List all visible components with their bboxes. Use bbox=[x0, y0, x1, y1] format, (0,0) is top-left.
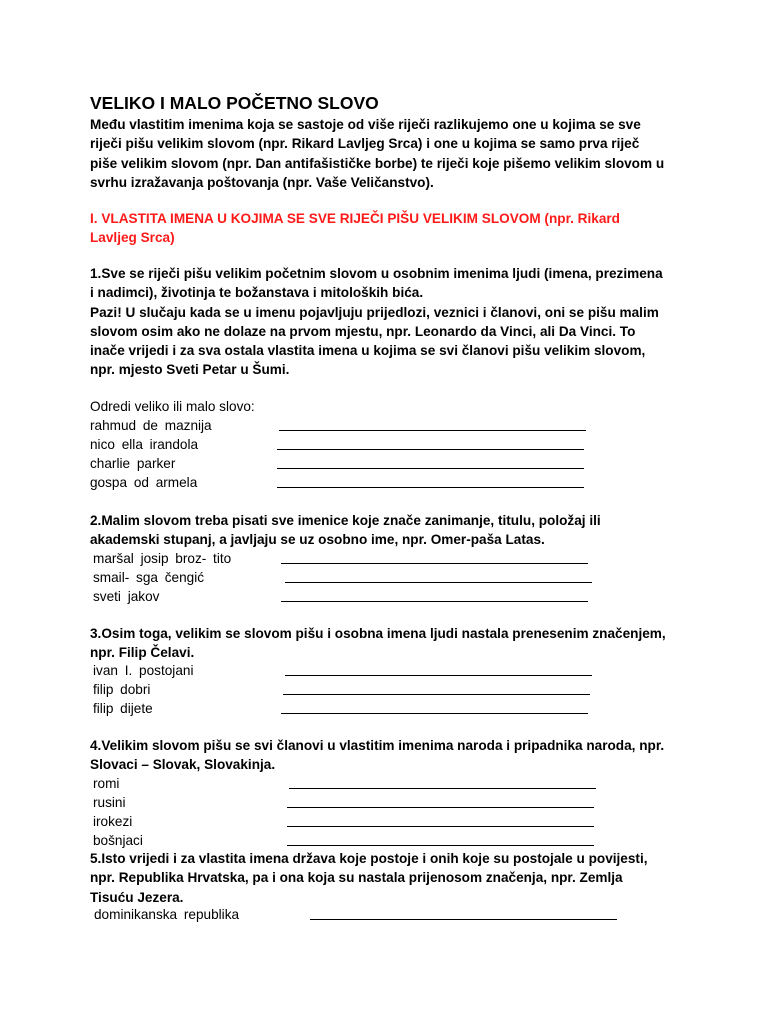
rule-1 bbox=[90, 264, 690, 380]
rule-line: npr. mjesto Sveti Petar u Šumi. bbox=[90, 362, 290, 378]
exercise-instruction: Odredi veliko ili malo slovo: bbox=[90, 399, 255, 414]
rule-line: 1.Sve se riječi pišu velikim početnim slovom u osobnim imenima ljudi (imena, prezimena bbox=[90, 266, 663, 281]
exercise-row bbox=[93, 812, 653, 831]
answer-line[interactable] bbox=[281, 601, 588, 602]
answer-line[interactable] bbox=[287, 845, 594, 846]
section-heading bbox=[90, 209, 690, 248]
exercise-item: sveti jakov bbox=[93, 589, 160, 604]
rule-line: i nadimci), životinja te božanstava i mitoloških bića. bbox=[90, 285, 424, 301]
page-title: VELIKO I MALO POČETNO SLOVO bbox=[90, 93, 379, 113]
answer-line[interactable] bbox=[277, 449, 584, 450]
rule-line: Slovaci – Slovak, Slovakinja. bbox=[90, 757, 276, 773]
exercise-row bbox=[93, 549, 653, 568]
answer-line[interactable] bbox=[285, 675, 592, 676]
exercise-row bbox=[93, 699, 653, 718]
answer-line[interactable] bbox=[277, 468, 584, 469]
exercise-item: dominikanska republika bbox=[94, 907, 240, 922]
section-heading-line: I. VLASTITA IMENA U KOJIMA SE SVE RIJEČI PIŠU VELIKIM SLOVOM (npr. Rikard bbox=[90, 211, 620, 226]
rule-5 bbox=[90, 849, 690, 907]
exercise-row bbox=[93, 774, 653, 793]
answer-line[interactable] bbox=[285, 582, 592, 583]
rule-line: npr. Filip Čelavi. bbox=[90, 645, 195, 661]
exercise-row bbox=[90, 416, 650, 435]
answer-line[interactable] bbox=[289, 788, 596, 789]
exercise-row bbox=[93, 587, 653, 606]
rule-2 bbox=[90, 511, 690, 550]
answer-line[interactable] bbox=[281, 563, 588, 564]
rule-line: Pazi! U slučaju kada se u imenu pojavljuju prijedlozi, veznici i članovi, oni se pišu malim bbox=[90, 304, 659, 320]
exercise-row bbox=[93, 661, 653, 680]
answer-line[interactable] bbox=[279, 430, 586, 431]
answer-line[interactable] bbox=[287, 826, 594, 827]
intro-line: Među vlastitim imenima koja se sastoje od više riječi razlikujemo one u kojima se sve bbox=[90, 117, 641, 132]
answer-line[interactable] bbox=[287, 807, 594, 808]
rule-line: 3.Osim toga, velikim se slovom pišu i osobna imena ljudi nastala prenesenim značenjem, bbox=[90, 626, 666, 641]
exercise-row bbox=[93, 831, 653, 850]
rule-4 bbox=[90, 736, 690, 775]
exercise-item: nico ella irandola bbox=[90, 437, 199, 452]
exercise-row bbox=[93, 568, 653, 587]
exercise-item: charlie parker bbox=[90, 456, 176, 471]
exercise-row bbox=[90, 454, 650, 473]
answer-line[interactable] bbox=[310, 919, 617, 920]
exercise-row bbox=[90, 435, 650, 454]
rule-line: npr. Republika Hrvatska, pa i ona koja su nastala prijenosom značenja, npr. Zemlja bbox=[90, 870, 623, 886]
rule-line: akademski stupanj, a javljaju se uz osobno ime, npr. Omer-paša Latas. bbox=[90, 532, 545, 548]
intro-line: riječi pišu velikim slovom (npr. Rikard Lavljeg Srca) i one u kojima se samo prva riječ bbox=[90, 136, 640, 152]
exercise-row bbox=[93, 793, 653, 812]
exercise-item: irokezi bbox=[93, 814, 133, 829]
exercise-item: bošnjaci bbox=[93, 833, 143, 848]
exercise-item: filip dijete bbox=[93, 701, 153, 716]
answer-line[interactable] bbox=[283, 694, 590, 695]
rule-line: Tisuću Jezera. bbox=[90, 889, 184, 905]
exercise-row bbox=[90, 473, 650, 492]
section-heading-line: Lavljeg Srca) bbox=[90, 230, 175, 246]
rule-line: slovom osim ako ne dolaze na prvom mjestu, npr. Leonardo da Vinci, ali Da Vinci. To bbox=[90, 323, 636, 339]
rule-line: 2.Malim slovom treba pisati sve imenice koje znače zanimanje, titulu, položaj ili bbox=[90, 513, 601, 528]
exercise-item: ivan I. postojani bbox=[93, 663, 194, 678]
exercise-item: romi bbox=[93, 776, 120, 791]
answer-line[interactable] bbox=[277, 487, 584, 488]
exercise-item: rusini bbox=[93, 795, 126, 810]
exercise-item: gospa od armela bbox=[90, 475, 198, 490]
exercise-row bbox=[94, 905, 654, 924]
answer-line[interactable] bbox=[281, 713, 588, 714]
rule-line: 4.Velikim slovom pišu se svi članovi u vlastitim imenima naroda i pripadnika naroda, npr. bbox=[90, 738, 665, 753]
exercise-item: filip dobri bbox=[93, 682, 151, 697]
rule-line: 5.Isto vrijedi i za vlastita imena država koje postoje i onih koje su postojale u povijesti, bbox=[90, 851, 648, 866]
exercise-item: smail- sga čengić bbox=[93, 570, 205, 585]
exercise-row bbox=[93, 680, 653, 699]
exercise-item: rahmud de maznija bbox=[90, 418, 212, 433]
intro-paragraph bbox=[90, 115, 690, 192]
rule-line: inače vrijedi i za sva ostala vlastita imena u kojima se svi članovi pišu velikim slovom, bbox=[90, 343, 646, 359]
intro-line: piše velikim slovom (npr. Dan antifašističke borbe) te riječi koje pišemo velikim slovom u bbox=[90, 155, 665, 171]
rule-3 bbox=[90, 624, 690, 663]
intro-line: svrhu izražavanja poštovanja (npr. Vaše Veličanstvo). bbox=[90, 174, 434, 190]
exercise-item: maršal josip broz- tito bbox=[93, 551, 232, 566]
